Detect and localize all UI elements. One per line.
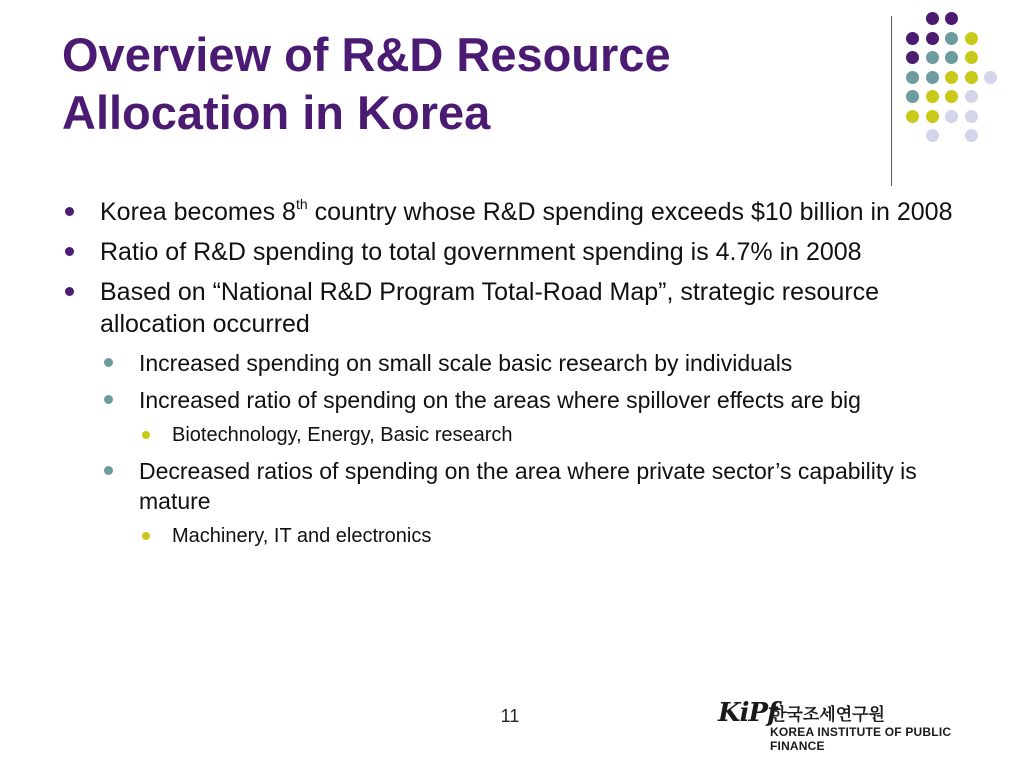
decorative-dot — [945, 90, 958, 103]
decorative-dot — [906, 71, 919, 84]
bullet-list — [62, 196, 962, 557]
decorative-dot — [926, 32, 939, 45]
decorative-dot-grid — [906, 12, 1016, 172]
sub-bullet-item-2 — [62, 385, 962, 415]
bullet-text: Based on “National R&D Program Total-Road Map”, strategic resource allocation occurred — [100, 278, 880, 338]
decorative-dot — [926, 12, 939, 25]
decorative-dot — [965, 90, 978, 103]
decorative-dot — [926, 110, 939, 123]
decorative-dot — [945, 110, 958, 123]
bullet-marker — [65, 207, 74, 216]
decorative-divider — [891, 16, 892, 186]
bullet-item-1 — [62, 196, 962, 228]
decorative-dot — [906, 32, 919, 45]
sub-bullet-text: Increased ratio of spending on the areas where spillover effects are big — [139, 387, 861, 413]
bullet-text: Korea becomes 8th country whose R&D spending exceeds $10 billion in 2008 — [100, 195, 953, 226]
decorative-dot — [906, 51, 919, 64]
decorative-dot — [945, 32, 958, 45]
decorative-dot — [965, 32, 978, 45]
institute-logo — [718, 698, 978, 753]
sub-sub-bullet-marker — [142, 532, 150, 540]
decorative-dot — [945, 12, 958, 25]
decorative-dot — [965, 71, 978, 84]
decorative-dot — [926, 71, 939, 84]
decorative-dot — [926, 129, 939, 142]
bullet-text: Ratio of R&D spending to total government spending is 4.7% in 2008 — [100, 238, 862, 266]
sub-bullet-marker — [104, 466, 113, 475]
decorative-dot — [984, 71, 997, 84]
decorative-dot — [945, 51, 958, 64]
sub-sub-bullet-item-2 — [62, 523, 962, 549]
decorative-dot — [926, 90, 939, 103]
decorative-dot — [945, 71, 958, 84]
sub-sub-bullet-item-1 — [62, 422, 962, 448]
page-number: 11 — [500, 706, 520, 726]
logo-mark: KiPf — [718, 698, 778, 728]
logo-korean-name: 한국조세연구원 — [770, 705, 885, 725]
decorative-dot — [906, 110, 919, 123]
logo-english-name: KOREA INSTITUTE OF PUBLIC FINANCE — [770, 725, 952, 753]
slide-title-line-1: Overview of R&D Resource — [62, 28, 671, 81]
sub-bullet-text: Increased spending on small scale basic research by individuals — [139, 350, 793, 376]
decorative-dot — [926, 51, 939, 64]
sub-sub-bullet-text: Machinery, IT and electronics — [172, 525, 432, 547]
decorative-dot — [965, 110, 978, 123]
decorative-dot — [965, 51, 978, 64]
decorative-dot — [965, 129, 978, 142]
bullet-marker — [65, 247, 74, 256]
sub-bullet-item-1 — [62, 348, 962, 378]
sub-bullet-marker — [104, 358, 113, 367]
bullet-item-2 — [62, 236, 962, 268]
sub-bullet-marker — [104, 395, 113, 404]
slide-title — [62, 26, 862, 142]
sub-bullet-text: Decreased ratios of spending on the area where private sector’s capability is mature — [139, 458, 917, 514]
decorative-dot — [906, 90, 919, 103]
sub-bullet-item-3 — [62, 456, 962, 516]
slide-title-line-2: Allocation in Korea — [62, 86, 491, 139]
sub-sub-bullet-text: Biotechnology, Energy, Basic research — [172, 424, 513, 446]
sub-sub-bullet-marker — [142, 431, 150, 439]
bullet-item-3 — [62, 276, 962, 340]
bullet-marker — [65, 287, 74, 296]
